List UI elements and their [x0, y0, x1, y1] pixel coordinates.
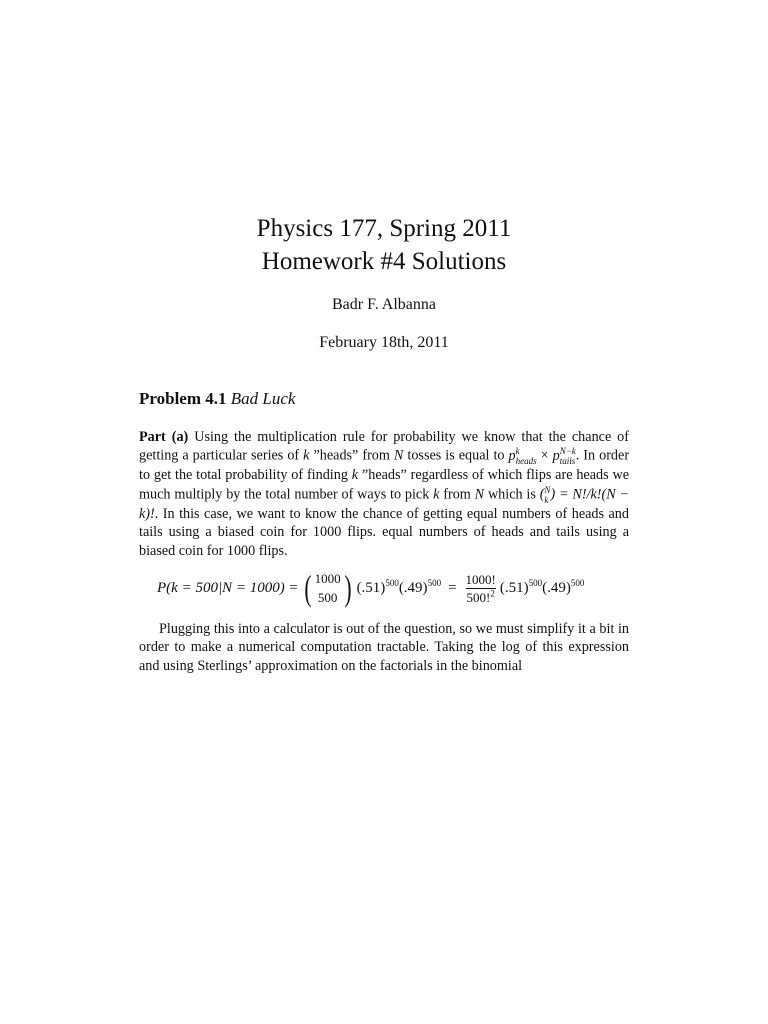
math-binomial-inline: (N k )	[539, 484, 556, 505]
binomial-top: 1000	[314, 571, 341, 586]
course-title: Physics 177, Spring 2011	[256, 215, 512, 242]
text-segment: of this expression and using Sterlings’ approximation on the factorials in the binomial	[139, 639, 630, 674]
fraction-numerator: 1000!	[465, 571, 496, 587]
text-segment: Using the multiplication rule for probability we know that the chance of getting a particular series of	[139, 429, 630, 464]
math-k: k	[303, 447, 310, 464]
equation-equals: =	[448, 579, 457, 596]
paragraph-part-a	[139, 428, 629, 560]
math-p-heads: pk heads	[508, 446, 537, 467]
text-segment: . In order to get the total probability of finding	[139, 447, 630, 484]
math-log: log	[501, 639, 520, 656]
math-times: ×	[540, 447, 549, 464]
math-k: k	[433, 486, 440, 503]
fraction	[466, 571, 496, 606]
equation-rhs-factor: $(.51)^{500}(.49)^{500}$	[499, 577, 585, 596]
part-a-label: Part (a)	[139, 429, 189, 445]
text-segment: ”heads” regardless of which flips are heads we much multiply by the total number of ways to pick	[139, 467, 629, 503]
binomial-coefficient: ( 1000 500 )	[303, 568, 352, 608]
date: February 18th, 2011	[319, 334, 449, 351]
math-k: k	[351, 467, 359, 484]
problem-heading	[139, 389, 295, 409]
text-segment: . In this case, we want to know the chance of getting equal numbers of heads and tails using a biased coin for 1000 flips. equal numbers of heads and tails using a biased coin for 1000 flips.	[139, 505, 629, 559]
fraction-denominator: 500!$^2$	[466, 588, 495, 605]
math-binomial-formula: = N!/k!(N − k)!	[139, 486, 630, 522]
text-segment: ”heads” from	[313, 447, 390, 464]
display-equation	[156, 566, 585, 610]
author: Badr F. Albanna	[331, 296, 437, 313]
math-p-tails: pN−k tails	[552, 446, 576, 467]
math-N: N	[474, 486, 485, 503]
title-block	[0, 212, 768, 278]
equation-lhs: P(k = 500|N = 1000) =	[157, 579, 299, 596]
problem-number: Problem 4.1	[139, 389, 227, 408]
text-segment: from	[443, 486, 471, 503]
text-segment: tosses is equal to	[407, 447, 505, 464]
text-segment: Plugging this into a calculator is out of the question, so we must simplify it a bit in order to make a numerical computation tractable. Taking the	[139, 621, 629, 656]
equation-factor: $(.51)^{500}(.49)^{500}$	[356, 577, 442, 596]
text-segment: which is	[487, 486, 536, 503]
binomial-bottom: 500	[317, 590, 338, 605]
problem-name: Bad Luck	[230, 389, 296, 408]
paragraph-part-b	[139, 620, 629, 675]
homework-title: Homework #4 Solutions	[261, 248, 507, 275]
math-N: N	[393, 447, 404, 464]
